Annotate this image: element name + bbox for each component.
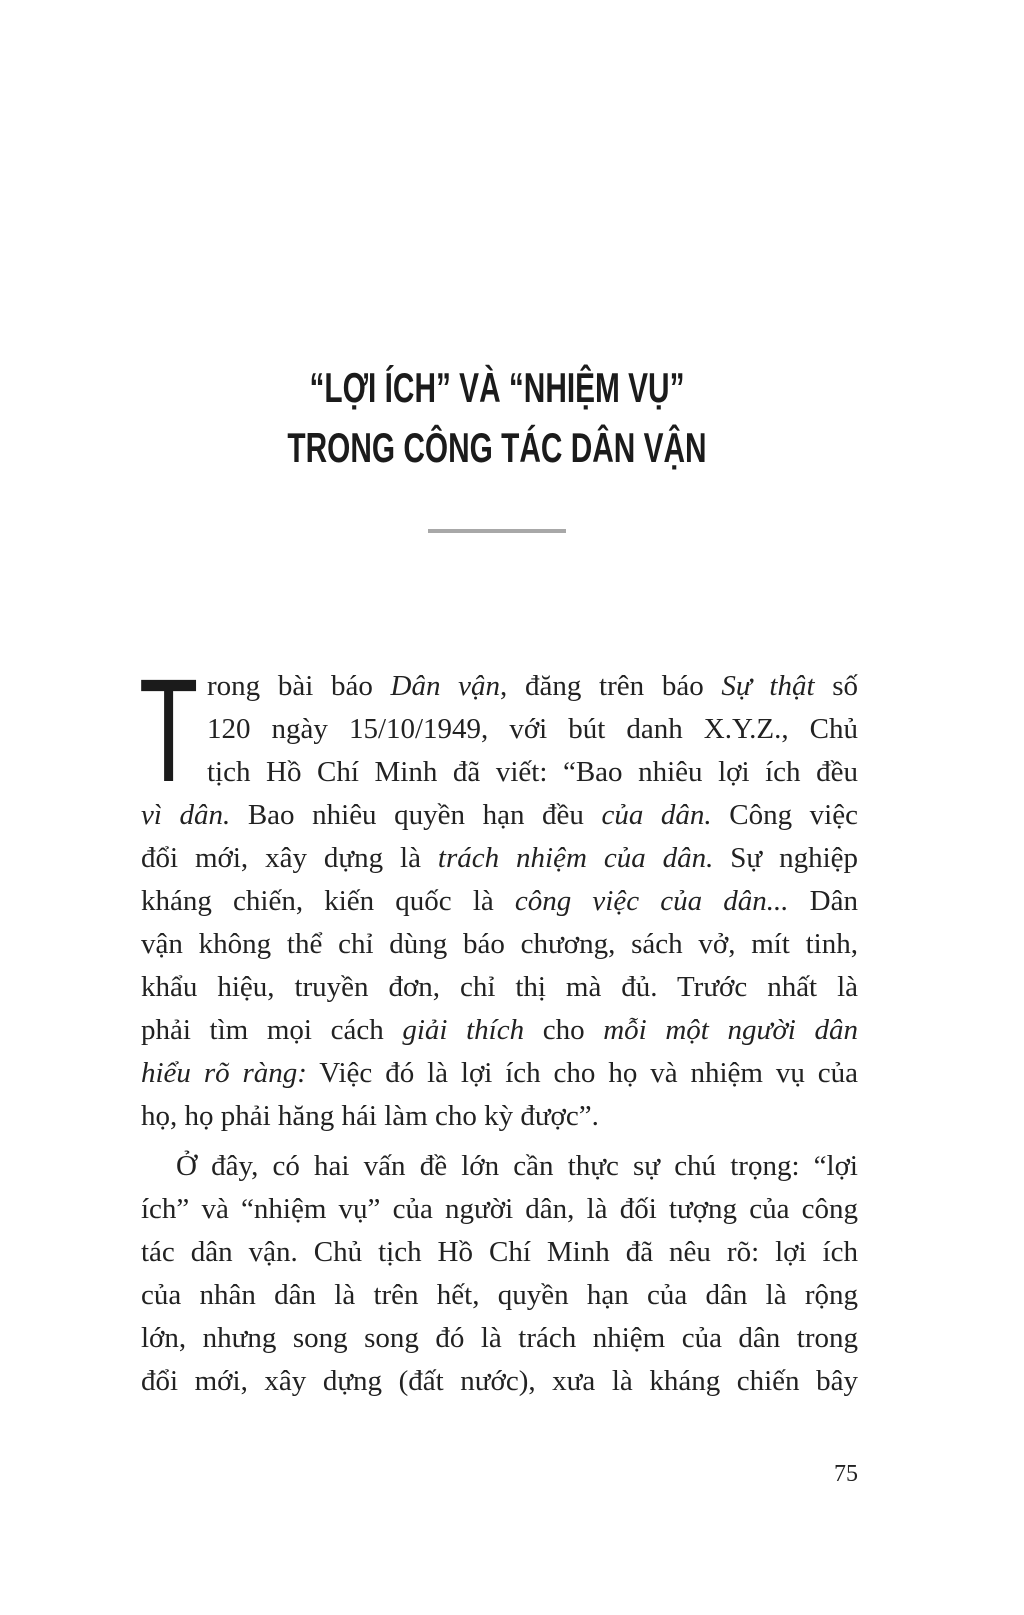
text-run: tác dân vận. Chủ tịch Hồ Chí Minh đã nêu rõ: lợi ích bbox=[141, 1236, 858, 1268]
text-run: vận không thể chỉ dùng báo chương, sách vở, mít tinh, bbox=[141, 928, 858, 960]
text-line bbox=[141, 665, 858, 708]
text-run: của nhân dân là trên hết, quyền hạn của dân là rộng bbox=[141, 1279, 858, 1311]
italic-text: mỗi một người dân bbox=[603, 1014, 858, 1046]
text-run: Ở đây, có hai vấn đề lớn cần thực sự chú trọng: “lợi bbox=[176, 1150, 858, 1182]
text-run: số bbox=[814, 670, 858, 702]
text-run: Sự nghiệp bbox=[713, 842, 858, 874]
text-line bbox=[141, 708, 858, 751]
chapter-title-line-2: TRONG CÔNG TÁC DÂN VẬN bbox=[287, 424, 707, 471]
italic-text: vì dân. bbox=[141, 799, 231, 831]
text-run: đổi mới, xây dựng (đất nước), xưa là kháng chiến bây bbox=[141, 1365, 858, 1397]
paragraph-1 bbox=[141, 665, 858, 1138]
text-line bbox=[141, 1188, 858, 1231]
drop-cap: T bbox=[139, 649, 199, 813]
italic-text: của dân. bbox=[601, 799, 712, 831]
text-run: ích” và “nhiệm vụ” của người dân, là đối tượng của công bbox=[141, 1193, 858, 1225]
chapter-title bbox=[270, 358, 724, 478]
text-run: Dân bbox=[788, 885, 858, 917]
text-run: cho bbox=[524, 1014, 604, 1046]
paragraph-2 bbox=[141, 1145, 858, 1403]
text-run: lớn, nhưng song song đó là trách nhiệm của dân trong bbox=[141, 1322, 858, 1354]
text-line bbox=[141, 1052, 858, 1095]
text-run: Bao nhiêu quyền hạn đều bbox=[230, 799, 602, 831]
italic-text: giải thích bbox=[402, 1014, 525, 1046]
text-line bbox=[141, 1360, 858, 1403]
text-run: rong bài báo bbox=[207, 670, 391, 702]
page-number: 75 bbox=[834, 1461, 858, 1487]
text-run: Công việc bbox=[711, 799, 858, 831]
text-line bbox=[141, 1317, 858, 1360]
text-run: đổi mới, xây dựng là bbox=[141, 842, 438, 874]
italic-text: trách nhiệm của dân. bbox=[437, 842, 714, 874]
text-line bbox=[141, 1095, 858, 1138]
text-run: kháng chiến, kiến quốc là bbox=[141, 885, 515, 917]
text-run: phải tìm mọi cách bbox=[141, 1014, 403, 1046]
italic-text: Sự thật bbox=[721, 670, 815, 702]
title-divider bbox=[428, 529, 566, 533]
text-run: , đăng trên báo bbox=[500, 670, 722, 702]
text-run: tịch Hồ Chí Minh đã viết: “Bao nhiêu lợi ích đều bbox=[207, 756, 858, 788]
text-line bbox=[141, 837, 858, 880]
chapter-title-line-1: “LỢI ÍCH” VÀ “NHIỆM VỤ” bbox=[309, 364, 685, 411]
italic-text: Dân vận bbox=[390, 670, 501, 702]
text-line bbox=[141, 966, 858, 1009]
text-line bbox=[141, 1145, 858, 1188]
text-line bbox=[141, 1231, 858, 1274]
text-line bbox=[141, 923, 858, 966]
body-text bbox=[141, 665, 858, 1403]
italic-text: hiểu rõ ràng: bbox=[141, 1057, 307, 1089]
text-line bbox=[141, 1274, 858, 1317]
text-run: Việc đó là lợi ích cho họ và nhiệm vụ của bbox=[306, 1057, 858, 1089]
text-line bbox=[141, 880, 858, 923]
text-line bbox=[141, 751, 858, 794]
italic-text: công việc của dân... bbox=[514, 885, 789, 917]
text-line bbox=[141, 794, 858, 837]
text-line bbox=[141, 1009, 858, 1052]
text-run: khẩu hiệu, truyền đơn, chỉ thị mà đủ. Trước nhất là bbox=[141, 971, 858, 1003]
text-run: 120 ngày 15/10/1949, với bút danh X.Y.Z., Chủ bbox=[207, 713, 858, 745]
text-run: họ, họ phải hăng hái làm cho kỳ được”. bbox=[141, 1100, 599, 1132]
